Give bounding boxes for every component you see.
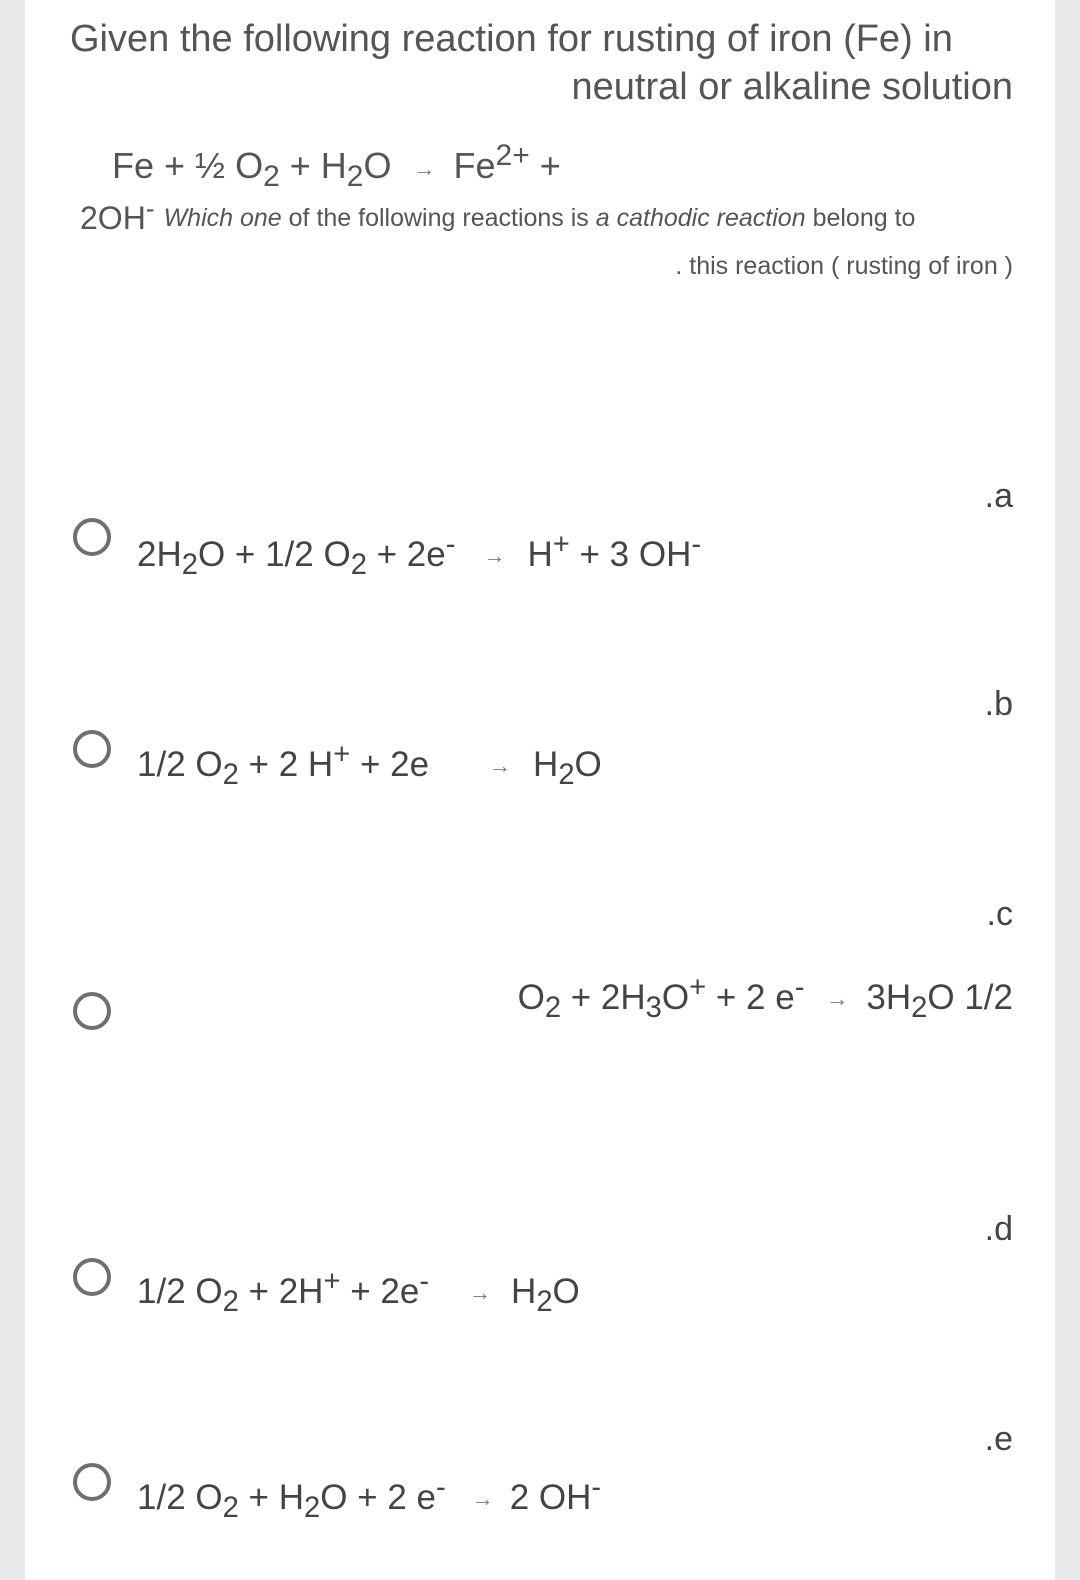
formula-part: O + 1/2 O [197,535,351,574]
option-a-letter: .a [984,477,1013,515]
formula-part: 1/2 O [137,1272,223,1311]
formula-superscript: - [794,971,805,1004]
option-e-radio[interactable] [73,1463,111,1501]
formula-subscript: 3 [645,992,662,1024]
formula-part: + 2H [238,1272,324,1311]
formula-part: 1/2 O [137,745,223,784]
formula-part: + 2 e [706,978,795,1017]
formula-subscript: 2 [181,549,198,581]
reaction-subscript: 2 [346,160,364,194]
formula-superscript: + [333,738,351,771]
formula-part: H [533,745,559,784]
option-e-letter: .e [984,1420,1013,1458]
arrow-icon: → [483,543,506,568]
arrow-icon: → [413,156,436,181]
formula-superscript: - [436,1471,446,1504]
formula-part: O [574,745,602,784]
question-text: belong to [805,204,916,232]
question-text: of the following reactions is [281,204,596,232]
formula-part: O [661,978,690,1017]
formula-part: + 2e [350,745,430,784]
formula-part: 3H [866,978,912,1017]
formula-subscript: 2 [222,1492,239,1524]
formula-part: + 2e [340,1272,420,1311]
formula-subscript: 2 [536,1286,553,1318]
reaction-part: Fe + ½ O [112,145,264,186]
formula-part: + H [238,1478,304,1517]
formula-part: O [552,1272,580,1311]
question-card [25,0,1055,1580]
arrow-icon: → [471,1486,494,1511]
option-d-label[interactable] [137,1265,580,1318]
reaction-part: O [363,145,392,186]
option-b-letter: .b [984,685,1013,723]
formula-part: H [527,535,553,574]
formula-superscript: - [419,1265,430,1298]
formula-part: + 3 OH [569,535,692,574]
formula-subscript: 2 [558,759,575,791]
option-a-label[interactable] [137,528,702,581]
question-line-3 [80,193,916,237]
option-b-label[interactable] [137,738,602,791]
question-text-italic: a cathodic reaction [595,204,806,232]
formula-part: 1/2 O [137,1478,223,1517]
formula-superscript: + [689,971,707,1004]
formula-superscript: - [691,528,702,561]
formula-superscript: - [445,528,456,561]
hydroxide-charge: - [145,193,155,224]
reaction-part: Fe [453,145,496,186]
formula-part: O [517,978,545,1017]
formula-subscript: 2 [222,1286,239,1318]
option-c-label[interactable] [517,971,1013,1024]
arrow-icon: → [489,753,512,778]
option-d-radio[interactable] [73,1258,111,1296]
question-line-1: Given the following reaction for rusting of iron (Fe) in [70,18,953,60]
formula-subscript: 2 [544,992,562,1024]
rusting-reaction [112,139,561,194]
formula-subscript: 2 [350,549,367,581]
question-line-2: neutral or alkaline solution [571,66,1013,108]
formula-part: 2H [137,535,182,574]
formula-part: O + 2 e [320,1478,436,1517]
option-c-letter: .c [986,895,1013,933]
formula-superscript: + [552,528,570,561]
arrow-icon: → [826,986,849,1011]
option-d-letter: .d [984,1210,1013,1248]
formula-part: H [511,1272,537,1311]
reaction-part: + H [279,145,347,186]
arrow-icon: → [469,1280,492,1305]
option-c-radio[interactable] [73,992,111,1030]
reaction-superscript: 2+ [495,139,530,172]
formula-part: O 1/2 [927,978,1013,1017]
formula-part: + 2H [561,978,646,1017]
question-line-4: . this reaction ( rusting of iron ) [675,252,1013,280]
formula-subscript: 2 [304,1492,321,1524]
formula-part: + 2 H [238,745,334,784]
formula-superscript: - [591,1471,602,1504]
question-text-italic: Which one [163,204,282,232]
option-e-label[interactable] [137,1471,602,1524]
formula-superscript: + [323,1265,341,1298]
option-a-radio[interactable] [73,518,111,556]
hydroxide-text: 2OH [80,200,146,236]
formula-part: + 2e [366,535,446,574]
formula-subscript: 2 [222,759,239,791]
reaction-part: + [529,145,561,186]
formula-subscript: 2 [911,992,928,1024]
reaction-subscript: 2 [263,160,280,194]
option-b-radio[interactable] [73,730,111,768]
formula-part: 2 OH [509,1478,592,1517]
